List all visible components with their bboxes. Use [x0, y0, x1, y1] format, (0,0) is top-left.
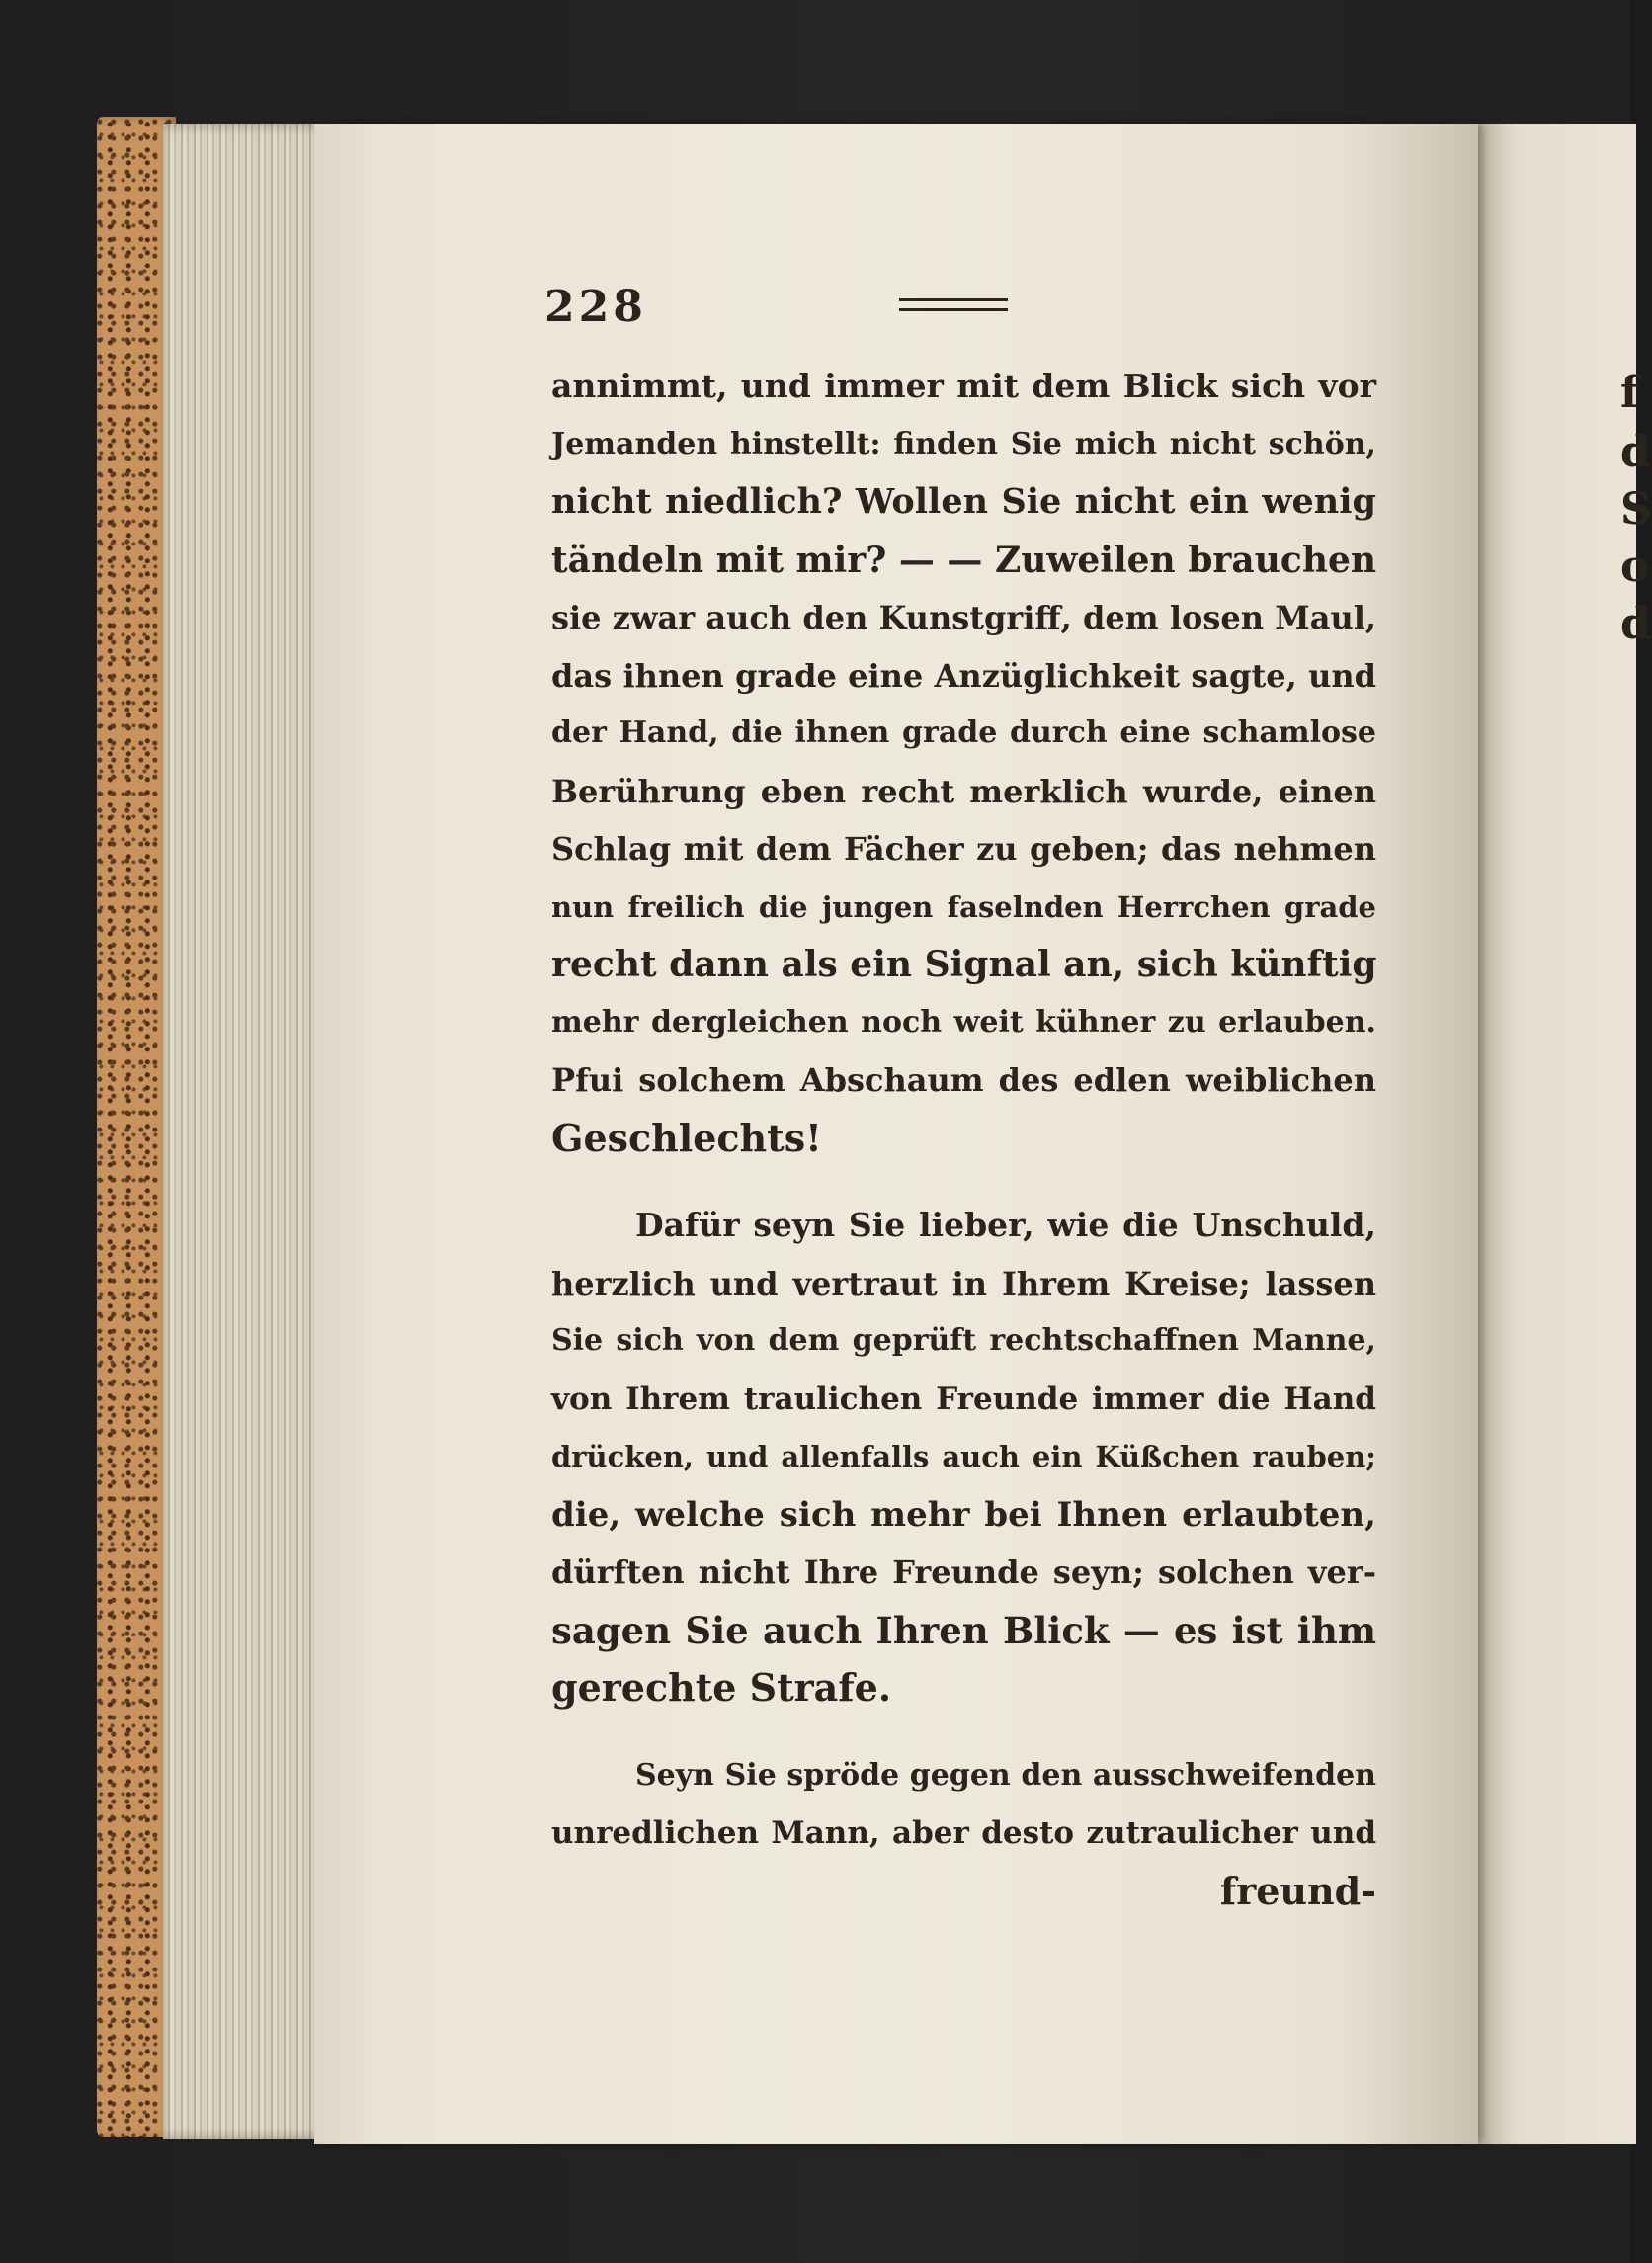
text-line: unredlichen Mann, aber desto zutraulicher und: [551, 1815, 1376, 1851]
text-line: dürften nicht Ihre Freunde seyn; solchen ver-: [551, 1553, 1376, 1591]
text-line: mehr dergleichen noch weit kühner zu erlauben.: [551, 1004, 1376, 1040]
text-line: Jemanden hinstellt: finden Sie mich nicht schön,: [551, 426, 1376, 461]
text-line: herzlich und vertraut in Ihrem Kreise; lassen: [551, 1264, 1376, 1302]
facing-page-glyph: o: [1620, 542, 1650, 592]
facing-page: [1478, 124, 1636, 2144]
page-number: 228: [544, 282, 647, 332]
text-line: die, welche sich mehr bei Ihnen erlaubten,: [551, 1494, 1376, 1535]
text-line: nun freilich die jungen faselnden Herrchen grade: [551, 889, 1376, 924]
paragraph: [551, 1197, 1376, 1718]
text-line: recht dann als ein Signal an, sich künftig: [551, 944, 1377, 985]
text-line: nicht niedlich? Wollen Sie nicht ein wenig: [551, 481, 1376, 522]
text-line: gerechte Strafe.: [551, 1665, 892, 1710]
text-line: von Ihrem traulichen Freunde immer die Hand: [551, 1381, 1376, 1417]
paragraph: [551, 1747, 1376, 1921]
text-line: Berührung eben recht merklich wurde, einen: [551, 772, 1376, 810]
text-line: Pfui solchem Abschaum des edlen weiblichen: [551, 1061, 1376, 1099]
text-line: Geschlechts!: [551, 1115, 822, 1160]
page-edges: [163, 124, 321, 2139]
paragraph-gap: [551, 1718, 1376, 1747]
paragraph: [551, 358, 1376, 1167]
text-line: drücken, und allenfalls auch ein Küßchen rauben;: [551, 1440, 1376, 1473]
paragraph-gap: [551, 1167, 1376, 1197]
catchword: freund-: [1219, 1868, 1376, 1913]
text-line: annimmt, und immer mit dem Blick sich vor: [551, 367, 1376, 405]
facing-page-glyph: d: [1620, 599, 1651, 649]
page-text: [551, 358, 1376, 1920]
text-line: Schlag mit dem Fächer zu geben; das nehmen: [551, 830, 1376, 868]
text-line: tändeln mit mir? — — Zuweilen brauchen: [551, 539, 1377, 581]
facing-page-glyph: f: [1620, 368, 1639, 418]
text-line: der Hand, die ihnen grade durch eine schamlose: [551, 715, 1376, 750]
text-line: Dafür seyn Sie lieber, wie die Unschuld,: [635, 1206, 1376, 1244]
text-line: Sie sich von dem geprüft rechtschaffnen Manne,: [551, 1323, 1376, 1358]
header-rule: [899, 298, 1008, 311]
text-line: sie zwar auch den Kunstgriff, dem losen Maul,: [551, 599, 1376, 636]
text-line: das ihnen grade eine Anzüglichkeit sagte, und: [551, 656, 1376, 695]
text-line: Seyn Sie spröde gegen den ausschweifenden: [635, 1757, 1376, 1793]
text-line: sagen Sie auch Ihren Blick — es ist ihm: [551, 1608, 1376, 1652]
facing-page-glyph: S: [1620, 484, 1652, 535]
facing-page-glyph: d: [1620, 427, 1651, 477]
